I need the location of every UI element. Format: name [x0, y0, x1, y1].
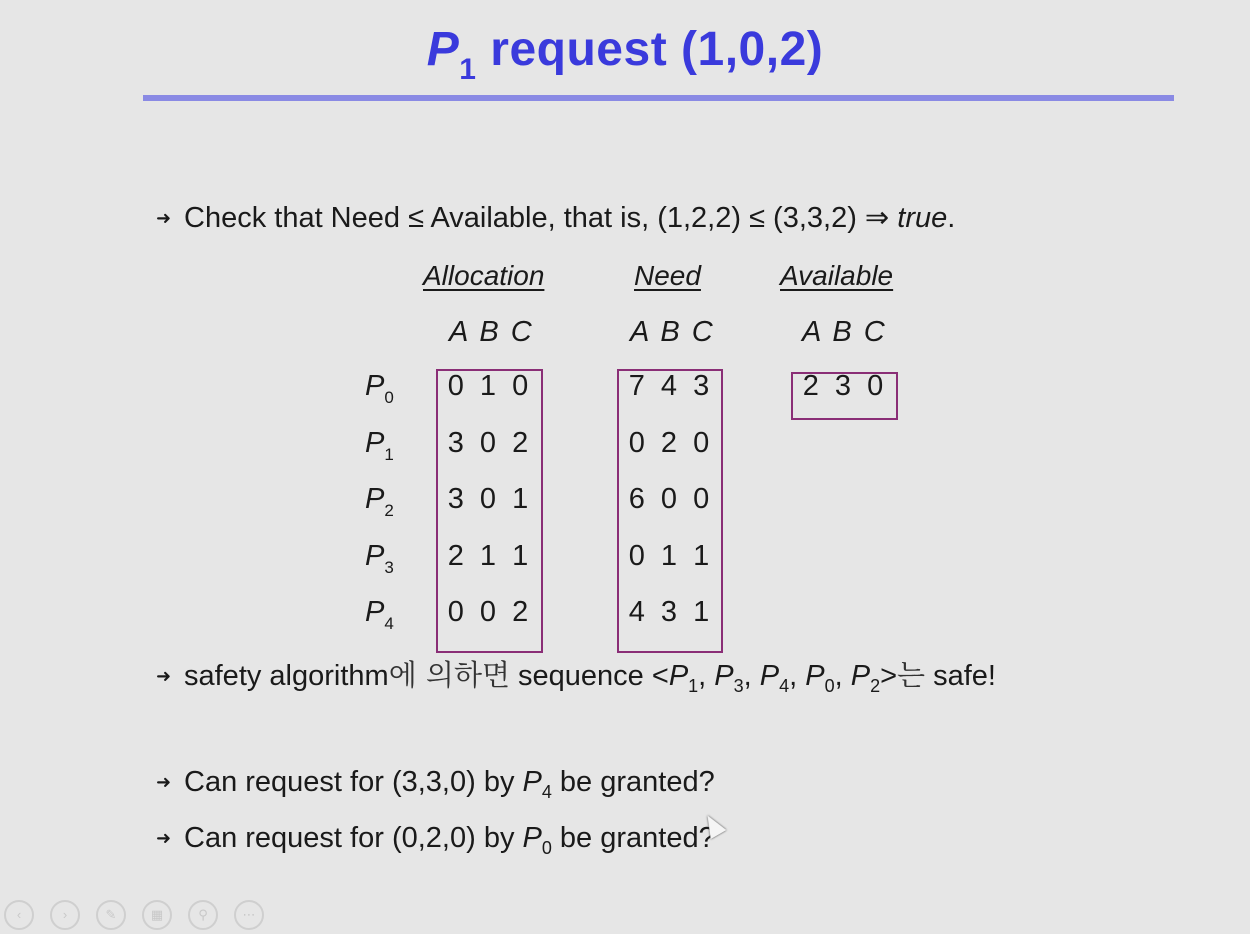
process-label-p3: $P_3$ [365, 540, 394, 577]
bullet-arrow-icon: ➜ [156, 772, 172, 792]
process-label-p2: $P_2$ [365, 483, 394, 520]
need-abc: A B C [630, 316, 715, 348]
available-cell: 2 3 0 [802, 370, 888, 402]
available-abc: A B C [802, 316, 887, 348]
bullet-need-check: ➜ Check that Need ≤ Available, that is, (1,2,2) ≤ (3,3,2) ⇒ true. [156, 202, 956, 234]
bullet-question-p0: ➜ Can request for (0,2,0) by $P_0$ be granted? [156, 822, 715, 858]
allocation-cell: 3 0 2 [447, 427, 533, 459]
need-cell: 4 3 1 [628, 596, 714, 628]
process-label-p1: $P_1$ [365, 427, 394, 464]
header-available: Available [780, 260, 894, 291]
process-label-p4: $P_4$ [365, 596, 394, 633]
next-slide-icon[interactable]: › [50, 900, 80, 930]
zoom-icon[interactable]: ⚲ [188, 900, 218, 930]
need-cell: 7 4 3 [628, 370, 714, 402]
need-cell: 0 2 0 [628, 427, 714, 459]
need-cell: 0 1 1 [628, 540, 714, 572]
allocation-cell: 3 0 1 [447, 483, 533, 515]
pen-icon[interactable]: ✎ [96, 900, 126, 930]
header-need: Need [634, 260, 701, 291]
bullet-arrow-icon: ➜ [156, 666, 172, 686]
header-allocation: Allocation [423, 260, 545, 291]
previous-slide-icon[interactable]: ‹ [4, 900, 34, 930]
slide-title: $P_1$ request (1,0,2) [426, 23, 824, 86]
process-label-p0: $P_0$ [365, 370, 394, 407]
allocation-cell: 2 1 1 [447, 540, 533, 572]
title-divider [143, 95, 1174, 101]
bullet-safe-sequence: ➜ safety algorithm에 의하면 sequence $<P_1$, $P_3$, $P_4$, $P_0$, $P_2>$는 safe! [156, 658, 996, 696]
allocation-abc: A B C [449, 316, 534, 348]
need-cell: 6 0 0 [628, 483, 714, 515]
slides-grid-icon[interactable]: ▦ [142, 900, 172, 930]
allocation-cell: 0 0 2 [447, 596, 533, 628]
bullet-question-p4: ➜ Can request for (3,3,0) by $P_4$ be granted? [156, 766, 715, 802]
allocation-cell: 0 1 0 [447, 370, 533, 402]
more-options-icon[interactable]: ⋯ [234, 900, 264, 930]
bullet-arrow-icon: ➜ [156, 208, 172, 228]
bullet-arrow-icon: ➜ [156, 828, 172, 848]
